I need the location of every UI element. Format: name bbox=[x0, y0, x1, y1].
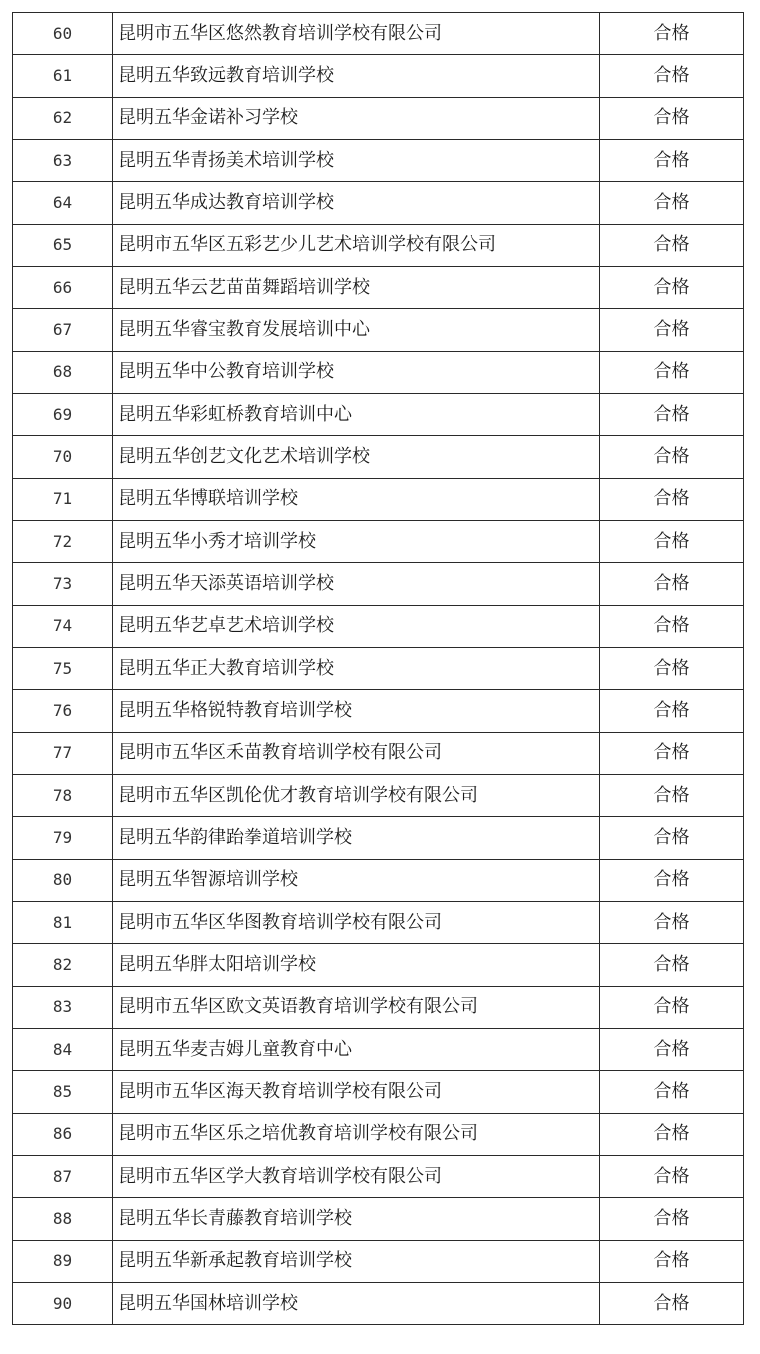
row-number-cell: 72 bbox=[13, 520, 113, 562]
row-number-cell: 70 bbox=[13, 436, 113, 478]
result-cell: 合格 bbox=[600, 55, 744, 97]
school-name-cell: 昆明五华艺卓艺术培训学校 bbox=[113, 605, 600, 647]
table-row bbox=[13, 690, 744, 732]
school-name-cell: 昆明市五华区乐之培优教育培训学校有限公司 bbox=[113, 1113, 600, 1155]
school-name-cell: 昆明市五华区凯伦优才教育培训学校有限公司 bbox=[113, 774, 600, 816]
result-cell: 合格 bbox=[600, 1240, 744, 1282]
table-row bbox=[13, 817, 744, 859]
school-name-cell: 昆明五华韵律跆拳道培训学校 bbox=[113, 817, 600, 859]
table-row bbox=[13, 139, 744, 181]
result-cell: 合格 bbox=[600, 1028, 744, 1070]
row-number-cell: 71 bbox=[13, 478, 113, 520]
school-name-cell: 昆明五华新承起教育培训学校 bbox=[113, 1240, 600, 1282]
table-row bbox=[13, 605, 744, 647]
school-name-cell: 昆明五华博联培训学校 bbox=[113, 478, 600, 520]
school-name-cell: 昆明五华成达教育培训学校 bbox=[113, 182, 600, 224]
result-cell: 合格 bbox=[600, 478, 744, 520]
row-number-cell: 65 bbox=[13, 224, 113, 266]
school-name-cell: 昆明五华智源培训学校 bbox=[113, 859, 600, 901]
result-cell: 合格 bbox=[600, 266, 744, 308]
school-name-cell: 昆明五华格锐特教育培训学校 bbox=[113, 690, 600, 732]
result-cell: 合格 bbox=[600, 647, 744, 689]
row-number-cell: 60 bbox=[13, 13, 113, 55]
row-number-cell: 87 bbox=[13, 1155, 113, 1197]
school-name-cell: 昆明五华致远教育培训学校 bbox=[113, 55, 600, 97]
table-row bbox=[13, 1198, 744, 1240]
result-cell: 合格 bbox=[600, 351, 744, 393]
school-name-cell: 昆明五华睿宝教育发展培训中心 bbox=[113, 309, 600, 351]
result-cell: 合格 bbox=[600, 309, 744, 351]
table-row bbox=[13, 351, 744, 393]
result-cell: 合格 bbox=[600, 563, 744, 605]
table-row bbox=[13, 901, 744, 943]
row-number-cell: 79 bbox=[13, 817, 113, 859]
row-number-cell: 66 bbox=[13, 266, 113, 308]
table-row bbox=[13, 563, 744, 605]
table-row bbox=[13, 1155, 744, 1197]
row-number-cell: 82 bbox=[13, 944, 113, 986]
result-cell: 合格 bbox=[600, 139, 744, 181]
table-row bbox=[13, 13, 744, 55]
row-number-cell: 83 bbox=[13, 986, 113, 1028]
school-name-cell: 昆明市五华区华图教育培训学校有限公司 bbox=[113, 901, 600, 943]
table-row bbox=[13, 436, 744, 478]
row-number-cell: 77 bbox=[13, 732, 113, 774]
row-number-cell: 84 bbox=[13, 1028, 113, 1070]
row-number-cell: 85 bbox=[13, 1071, 113, 1113]
table-row bbox=[13, 393, 744, 435]
row-number-cell: 88 bbox=[13, 1198, 113, 1240]
table-body bbox=[13, 13, 744, 1325]
school-name-cell: 昆明市五华区悠然教育培训学校有限公司 bbox=[113, 13, 600, 55]
result-cell: 合格 bbox=[600, 859, 744, 901]
table-row bbox=[13, 859, 744, 901]
table-row bbox=[13, 1071, 744, 1113]
row-number-cell: 61 bbox=[13, 55, 113, 97]
school-name-cell: 昆明五华创艺文化艺术培训学校 bbox=[113, 436, 600, 478]
row-number-cell: 73 bbox=[13, 563, 113, 605]
result-cell: 合格 bbox=[600, 1113, 744, 1155]
table-row bbox=[13, 224, 744, 266]
row-number-cell: 81 bbox=[13, 901, 113, 943]
school-name-cell: 昆明五华彩虹桥教育培训中心 bbox=[113, 393, 600, 435]
table-row bbox=[13, 182, 744, 224]
row-number-cell: 90 bbox=[13, 1282, 113, 1324]
result-cell: 合格 bbox=[600, 774, 744, 816]
result-cell: 合格 bbox=[600, 1282, 744, 1324]
row-number-cell: 74 bbox=[13, 605, 113, 647]
result-cell: 合格 bbox=[600, 224, 744, 266]
table-row bbox=[13, 97, 744, 139]
result-cell: 合格 bbox=[600, 690, 744, 732]
row-number-cell: 89 bbox=[13, 1240, 113, 1282]
row-number-cell: 86 bbox=[13, 1113, 113, 1155]
row-number-cell: 68 bbox=[13, 351, 113, 393]
table-row bbox=[13, 986, 744, 1028]
school-name-cell: 昆明市五华区五彩艺少儿艺术培训学校有限公司 bbox=[113, 224, 600, 266]
school-name-cell: 昆明五华天添英语培训学校 bbox=[113, 563, 600, 605]
result-cell: 合格 bbox=[600, 1155, 744, 1197]
table-row bbox=[13, 520, 744, 562]
school-name-cell: 昆明五华麦吉姆儿童教育中心 bbox=[113, 1028, 600, 1070]
school-name-cell: 昆明市五华区禾苗教育培训学校有限公司 bbox=[113, 732, 600, 774]
school-name-cell: 昆明五华中公教育培训学校 bbox=[113, 351, 600, 393]
result-cell: 合格 bbox=[600, 817, 744, 859]
results-table bbox=[12, 12, 744, 1325]
table-row bbox=[13, 732, 744, 774]
row-number-cell: 75 bbox=[13, 647, 113, 689]
school-name-cell: 昆明五华国林培训学校 bbox=[113, 1282, 600, 1324]
table-row bbox=[13, 774, 744, 816]
result-cell: 合格 bbox=[600, 944, 744, 986]
row-number-cell: 64 bbox=[13, 182, 113, 224]
table-row bbox=[13, 1282, 744, 1324]
table-row bbox=[13, 478, 744, 520]
row-number-cell: 62 bbox=[13, 97, 113, 139]
result-cell: 合格 bbox=[600, 436, 744, 478]
row-number-cell: 67 bbox=[13, 309, 113, 351]
row-number-cell: 76 bbox=[13, 690, 113, 732]
table-row bbox=[13, 1113, 744, 1155]
result-cell: 合格 bbox=[600, 986, 744, 1028]
result-cell: 合格 bbox=[600, 901, 744, 943]
school-name-cell: 昆明五华胖太阳培训学校 bbox=[113, 944, 600, 986]
school-name-cell: 昆明市五华区学大教育培训学校有限公司 bbox=[113, 1155, 600, 1197]
row-number-cell: 80 bbox=[13, 859, 113, 901]
result-cell: 合格 bbox=[600, 1198, 744, 1240]
school-name-cell: 昆明五华正大教育培训学校 bbox=[113, 647, 600, 689]
school-name-cell: 昆明市五华区海天教育培训学校有限公司 bbox=[113, 1071, 600, 1113]
school-name-cell: 昆明五华金诺补习学校 bbox=[113, 97, 600, 139]
table-row bbox=[13, 266, 744, 308]
result-cell: 合格 bbox=[600, 182, 744, 224]
table-row bbox=[13, 55, 744, 97]
row-number-cell: 78 bbox=[13, 774, 113, 816]
school-name-cell: 昆明五华长青藤教育培训学校 bbox=[113, 1198, 600, 1240]
school-name-cell: 昆明五华云艺苗苗舞蹈培训学校 bbox=[113, 266, 600, 308]
result-cell: 合格 bbox=[600, 13, 744, 55]
result-cell: 合格 bbox=[600, 520, 744, 562]
result-cell: 合格 bbox=[600, 1071, 744, 1113]
row-number-cell: 69 bbox=[13, 393, 113, 435]
table-row bbox=[13, 1240, 744, 1282]
result-cell: 合格 bbox=[600, 97, 744, 139]
school-name-cell: 昆明市五华区欧文英语教育培训学校有限公司 bbox=[113, 986, 600, 1028]
table-row bbox=[13, 309, 744, 351]
table-row bbox=[13, 944, 744, 986]
row-number-cell: 63 bbox=[13, 139, 113, 181]
school-name-cell: 昆明五华青扬美术培训学校 bbox=[113, 139, 600, 181]
table-row bbox=[13, 647, 744, 689]
result-cell: 合格 bbox=[600, 393, 744, 435]
results-table-container bbox=[12, 12, 743, 1325]
school-name-cell: 昆明五华小秀才培训学校 bbox=[113, 520, 600, 562]
table-row bbox=[13, 1028, 744, 1070]
result-cell: 合格 bbox=[600, 605, 744, 647]
result-cell: 合格 bbox=[600, 732, 744, 774]
